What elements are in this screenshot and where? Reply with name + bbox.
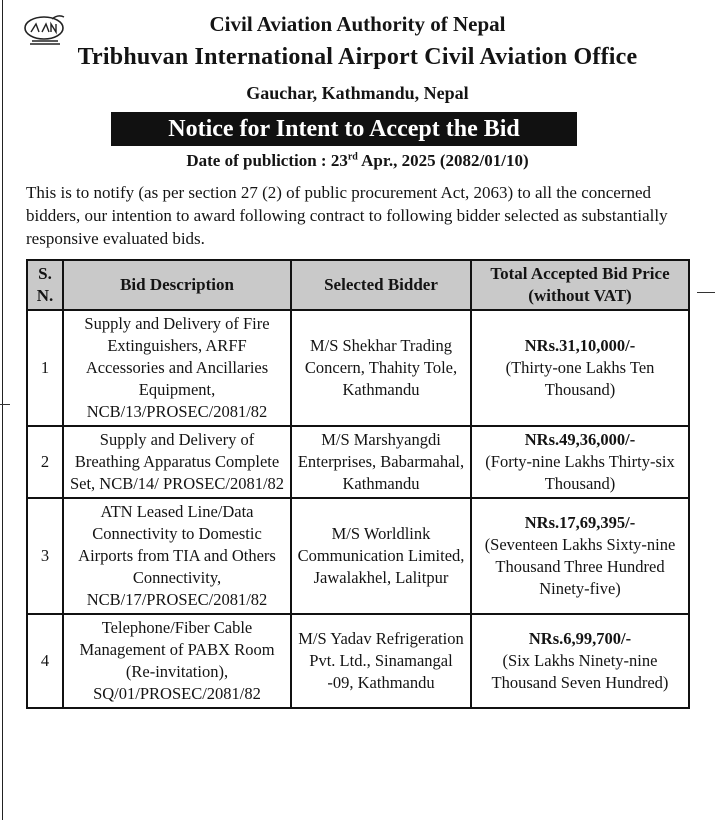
price-words: (Forty-nine Lakhs Thirty-six Thousand) xyxy=(485,452,675,493)
table-row xyxy=(27,614,689,708)
cell-description: Telephone/Fiber Cable Management of PABX Room (Re-invitation), SQ/01/PROSEC/2081/82 xyxy=(63,614,291,708)
scan-border-line xyxy=(2,0,3,820)
organization-name: Civil Aviation Authority of Nepal xyxy=(209,12,506,36)
cell-description: Supply and Delivery of Fire Extinguishers, ARFF Accessories and Ancillaries Equipment, NCB/13/PROSEC/2081/82 xyxy=(63,310,291,426)
header-description: Bid Description xyxy=(63,260,291,310)
table-header-row xyxy=(27,260,689,310)
scan-edge-mark xyxy=(697,292,715,293)
price-words: (Seventeen Lakhs Sixty-nine Thousand Three Hundred Ninety-five) xyxy=(484,535,676,598)
cell-price xyxy=(471,310,689,426)
table-row xyxy=(27,498,689,614)
header-sn: S. N. xyxy=(27,260,63,310)
intro-paragraph: This is to notify (as per section 27 (2) of public procurement Act, 2063) to all the concerned bidders, our intention to award following contract to following bidder selected as substantially responsive evaluated bids. xyxy=(26,183,668,248)
price-amount: NRs.17,69,395/- xyxy=(524,513,636,532)
price-words: (Six Lakhs Ninety-nine Thousand Seven Hundred) xyxy=(491,651,669,692)
publication-date: Date of publiction : 23rd Apr., 2025 (2082/01/10) xyxy=(186,151,529,170)
cell-description: Supply and Delivery of Breathing Apparatus Complete Set, NCB/14/ PROSEC/2081/82 xyxy=(63,426,291,498)
cell-sn: 1 xyxy=(27,310,63,426)
price-amount: NRs.6,99,700/- xyxy=(528,629,632,648)
office-name: Tribhuvan International Airport Civil Aviation Office xyxy=(77,44,638,70)
cell-bidder: M/S Shekhar Trading Concern, Thahity Tole, Kathmandu xyxy=(291,310,471,426)
header-price: Total Accepted Bid Price (without VAT) xyxy=(471,260,689,310)
office-address: Gauchar, Kathmandu, Nepal xyxy=(246,83,469,103)
cell-bidder: M/S Marshyangdi Enterprises, Babarmahal, Kathmandu xyxy=(291,426,471,498)
scan-edge-mark xyxy=(0,404,10,405)
cell-description: ATN Leased Line/Data Connectivity to Domestic Airports from TIA and Others Connectivity, NCB/17/PROSEC/2081/82 xyxy=(63,498,291,614)
table-row xyxy=(27,310,689,426)
price-words: (Thirty-one Lakhs Ten Thousand) xyxy=(505,358,655,399)
header-bidder: Selected Bidder xyxy=(291,260,471,310)
cell-price xyxy=(471,614,689,708)
price-amount: NRs.49,36,000/- xyxy=(524,430,636,449)
bid-table xyxy=(26,259,690,709)
cell-sn: 3 xyxy=(27,498,63,614)
price-amount: NRs.31,10,000/- xyxy=(524,336,636,355)
cell-bidder: M/S Yadav Refrigeration Pvt. Ltd., Sinamangal -09, Kathmandu xyxy=(291,614,471,708)
cell-sn: 4 xyxy=(27,614,63,708)
table-row xyxy=(27,426,689,498)
cell-price xyxy=(471,426,689,498)
cell-price xyxy=(471,498,689,614)
notice-title: Notice for Intent to Accept the Bid xyxy=(111,112,577,146)
cell-sn: 2 xyxy=(27,426,63,498)
cell-bidder: M/S Worldlink Communication Limited, Jawalakhel, Lalitpur xyxy=(291,498,471,614)
